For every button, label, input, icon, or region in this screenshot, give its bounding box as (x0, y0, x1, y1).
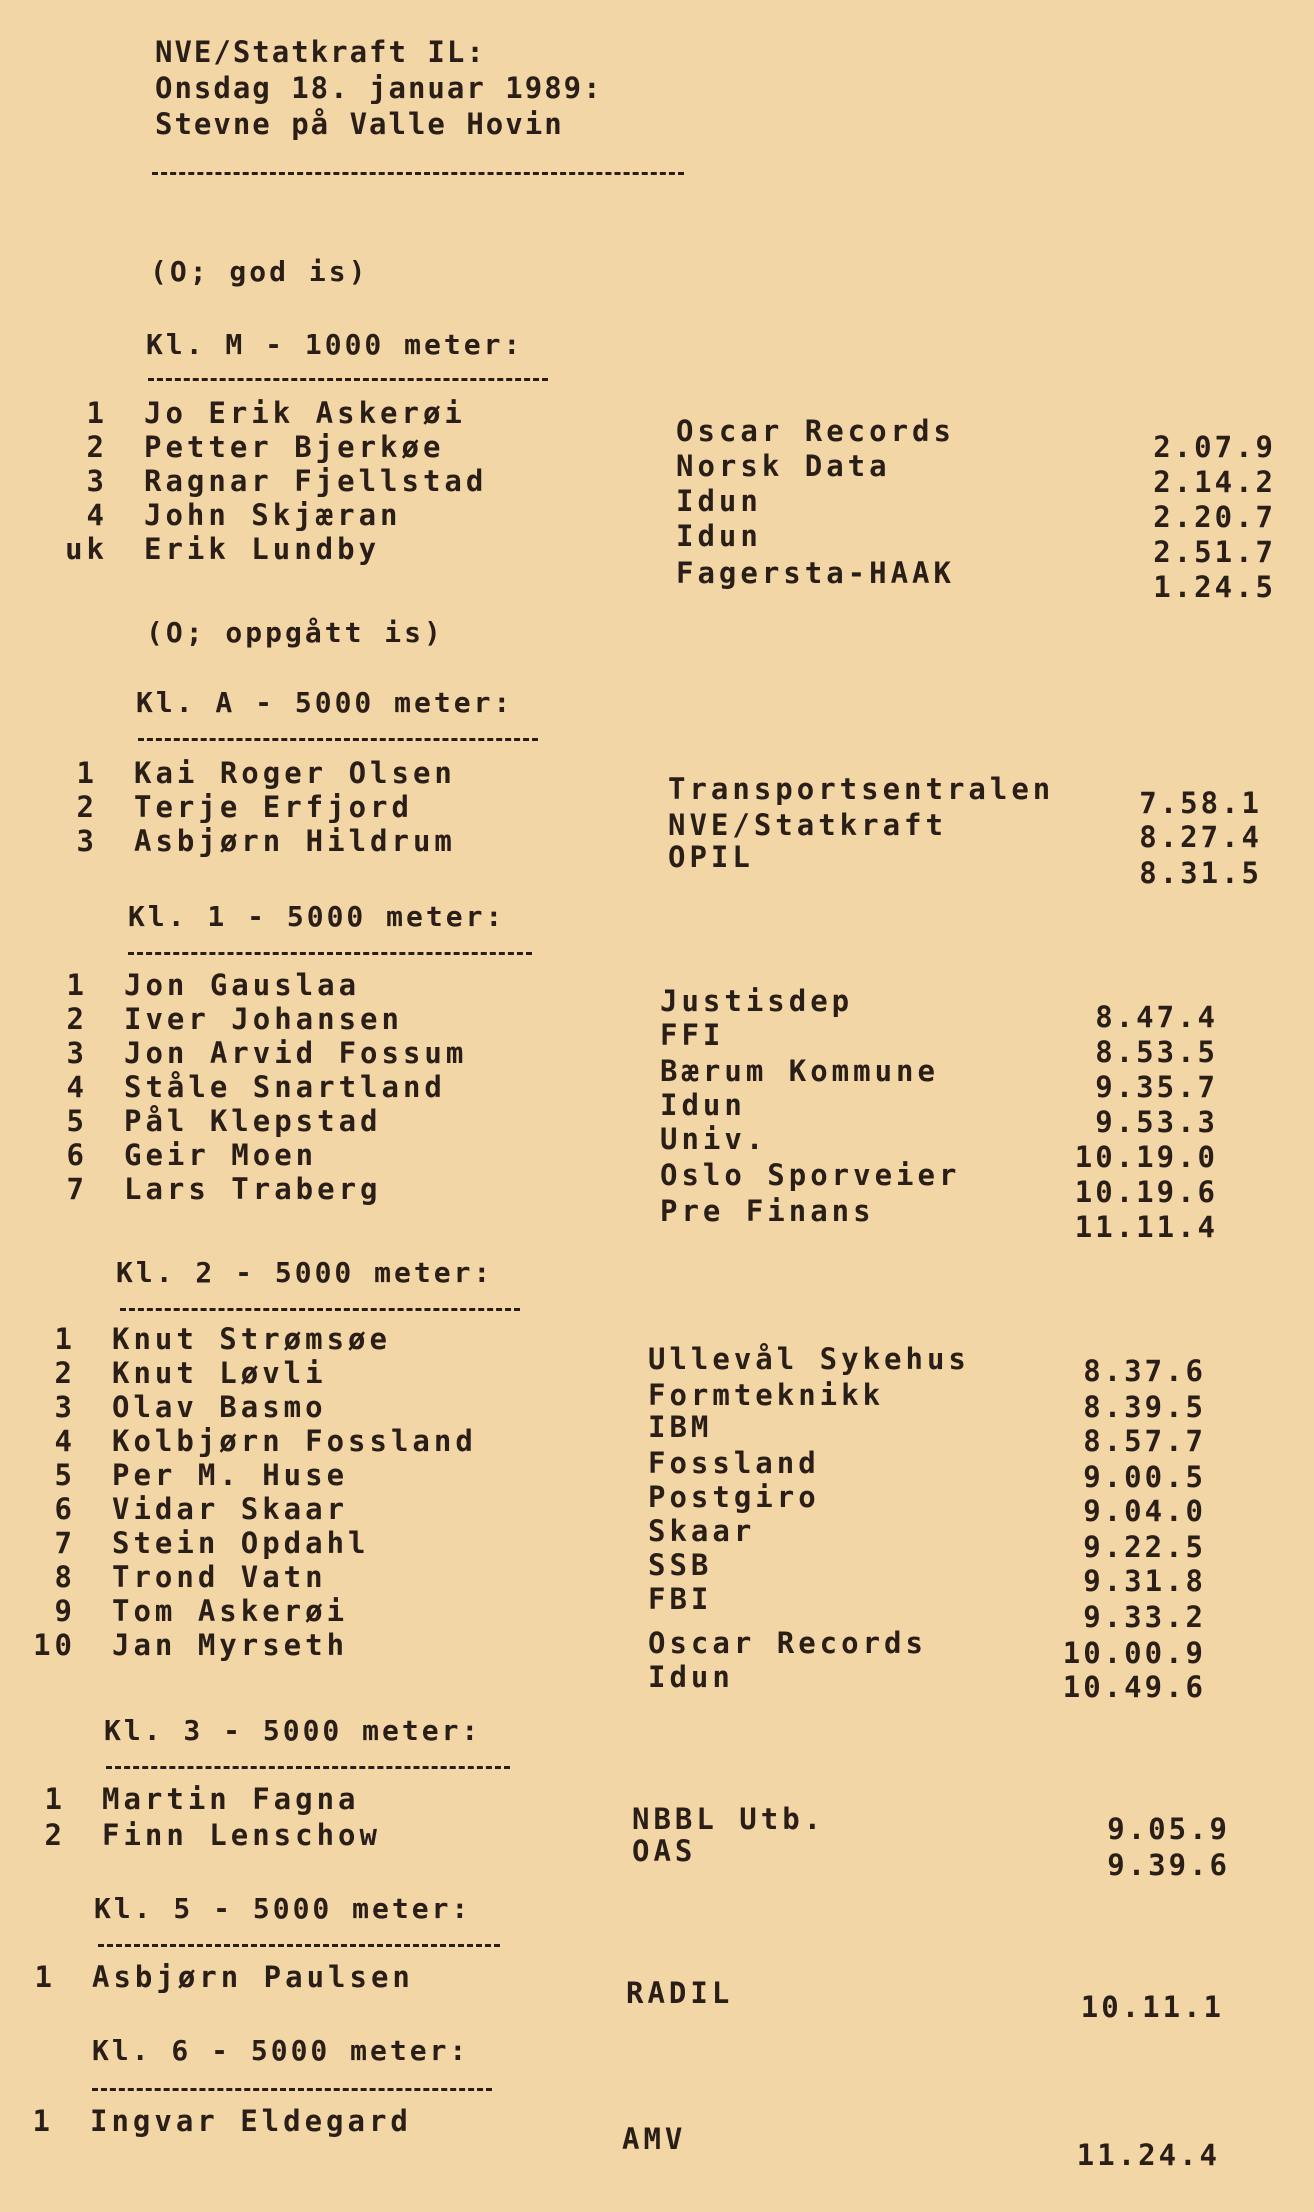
header-underline (152, 172, 684, 175)
time-cell: 8.31.5 (1139, 856, 1262, 890)
club-cell: Oscar Records (648, 1626, 927, 1660)
time-cell: 7.58.1 (1139, 786, 1262, 820)
club-cell: Ullevål Sykehus (648, 1342, 970, 1376)
result-row: 2 Iver Johansen (66, 1002, 403, 1036)
result-row: 1 Asbjørn Paulsen (34, 1960, 414, 1994)
time-cell: 8.39.5 (1083, 1390, 1206, 1424)
section-underline (92, 2088, 492, 2091)
club-cell: Idun (676, 484, 762, 518)
club-cell: Justisdep (660, 984, 854, 1018)
result-row: 1 Kai Roger Olsen (76, 756, 456, 790)
time-cell: 9.04.0 (1083, 1494, 1206, 1528)
section-title-2: Kl. 2 - 5000 meter: (116, 1256, 494, 1289)
result-row: 4 John Skjæran (86, 498, 402, 532)
time-cell: 9.39.6 (1107, 1848, 1230, 1882)
club-cell: FBI (648, 1582, 713, 1616)
club-cell: NBBL Utb. (632, 1802, 826, 1836)
result-row: 2 Finn Lenschow (44, 1818, 381, 1852)
time-cell: 9.00.5 (1083, 1460, 1206, 1494)
result-row: 10 Jan Myrseth (33, 1628, 349, 1662)
club-cell: FFI (660, 1018, 725, 1052)
club-cell: Postgiro (648, 1480, 820, 1514)
club-cell: Idun (676, 519, 762, 553)
result-row: 8 Trond Vatn (54, 1560, 327, 1594)
time-cell: 10.00.9 (1062, 1636, 1206, 1670)
document-header (155, 34, 603, 142)
result-row: 1 Knut Strømsøe (54, 1322, 391, 1356)
time-cell: 10.19.6 (1074, 1175, 1218, 1209)
header-club: NVE/Statkraft IL: (155, 35, 486, 69)
club-cell: OAS (632, 1834, 697, 1868)
result-row: 4 Ståle Snartland (66, 1070, 446, 1104)
time-cell: 2.14.2 (1153, 465, 1276, 499)
time-cell: 8.53.5 (1095, 1035, 1218, 1069)
ice-condition-note: (O; oppgått is) (146, 616, 444, 649)
result-row: 5 Pål Klepstad (66, 1104, 382, 1138)
time-cell: 9.53.3 (1095, 1105, 1218, 1139)
result-row: 2 Terje Erfjord (76, 790, 413, 824)
time-cell: 8.57.7 (1083, 1424, 1206, 1458)
time-cell: 11.11.4 (1074, 1210, 1218, 1244)
section-title-a: Kl. A - 5000 meter: (136, 686, 514, 719)
result-row: 7 Stein Opdahl (54, 1526, 370, 1560)
result-row: 5 Per M. Huse (54, 1458, 349, 1492)
section-underline (106, 1766, 510, 1769)
section-underline (148, 378, 548, 381)
club-cell: Idun (660, 1088, 746, 1122)
time-cell: 10.11.1 (1080, 1990, 1224, 2024)
club-cell: Fagersta-HAAK (676, 556, 955, 590)
club-cell: OPIL (668, 840, 754, 874)
club-cell: AMV (622, 2122, 687, 2156)
club-cell: Skaar (648, 1514, 756, 1548)
header-venue: Stevne på Valle Hovin (155, 107, 564, 141)
result-row: 2 Petter Bjerkøe (86, 430, 445, 464)
time-cell: 8.37.6 (1083, 1354, 1206, 1388)
result-row: uk Erik Lundby (65, 532, 381, 566)
club-cell: Oslo Sporveier (660, 1158, 961, 1192)
section-title-5: Kl. 5 - 5000 meter: (94, 1892, 472, 1925)
result-row: 1 Ingvar Eldegard (32, 2104, 412, 2138)
time-cell: 2.07.9 (1153, 430, 1276, 464)
time-cell: 8.27.4 (1139, 820, 1262, 854)
result-row: 3 Jon Arvid Fossum (66, 1036, 468, 1070)
section-title-3: Kl. 3 - 5000 meter: (104, 1714, 482, 1747)
time-cell: 9.05.9 (1107, 1812, 1230, 1846)
section-underline (120, 1308, 520, 1311)
time-cell: 9.35.7 (1095, 1070, 1218, 1104)
result-row: 1 Jo Erik Askerøi (86, 396, 466, 430)
result-row: 7 Lars Traberg (66, 1172, 382, 1206)
result-row: 6 Geir Moen (66, 1138, 318, 1172)
section-underline (138, 738, 538, 741)
result-row: 6 Vidar Skaar (54, 1492, 349, 1526)
time-cell: 2.20.7 (1153, 500, 1276, 534)
result-row: 9 Tom Askerøi (54, 1594, 349, 1628)
time-cell: 10.19.0 (1074, 1140, 1218, 1174)
time-cell: 11.24.4 (1076, 2138, 1220, 2172)
time-cell: 1.24.5 (1153, 570, 1276, 604)
club-cell: Bærum Kommune (660, 1054, 939, 1088)
section-underline (98, 1944, 500, 1947)
club-cell: Oscar Records (676, 414, 955, 448)
result-row: 4 Kolbjørn Fossland (54, 1424, 477, 1458)
result-row: 3 Ragnar Fjellstad (86, 464, 488, 498)
club-cell: Fossland (648, 1446, 820, 1480)
time-cell: 10.49.6 (1062, 1670, 1206, 1704)
time-cell: 9.31.8 (1083, 1564, 1206, 1598)
time-cell: 8.47.4 (1095, 1000, 1218, 1034)
club-cell: Univ. (660, 1122, 768, 1156)
section-title-1: Kl. 1 - 5000 meter: (128, 900, 506, 933)
time-cell: 9.22.5 (1083, 1530, 1206, 1564)
section-title-6: Kl. 6 - 5000 meter: (92, 2034, 470, 2067)
time-cell: 2.51.7 (1153, 535, 1276, 569)
header-date: Onsdag 18. januar 1989: (155, 71, 603, 105)
club-cell: Idun (648, 1660, 734, 1694)
result-row: 3 Olav Basmo (54, 1390, 327, 1424)
ice-condition-note: (O; god is) (150, 255, 369, 288)
club-cell: NVE/Statkraft (668, 808, 947, 842)
club-cell: Norsk Data (676, 449, 891, 483)
club-cell: SSB (648, 1548, 713, 1582)
section-title-m: Kl. M - 1000 meter: (146, 328, 524, 361)
club-cell: IBM (648, 1410, 713, 1444)
result-row: 2 Knut Løvli (54, 1356, 327, 1390)
time-cell: 9.33.2 (1083, 1600, 1206, 1634)
club-cell: Transportsentralen (668, 772, 1055, 806)
result-row: 1 Jon Gauslaa (66, 968, 361, 1002)
result-row: 1 Martin Fagna (44, 1782, 360, 1816)
club-cell: RADIL (626, 1976, 734, 2010)
club-cell: Formteknikk (648, 1378, 885, 1412)
club-cell: Pre Finans (660, 1194, 875, 1228)
result-row: 3 Asbjørn Hildrum (76, 824, 456, 858)
section-underline (128, 952, 532, 955)
